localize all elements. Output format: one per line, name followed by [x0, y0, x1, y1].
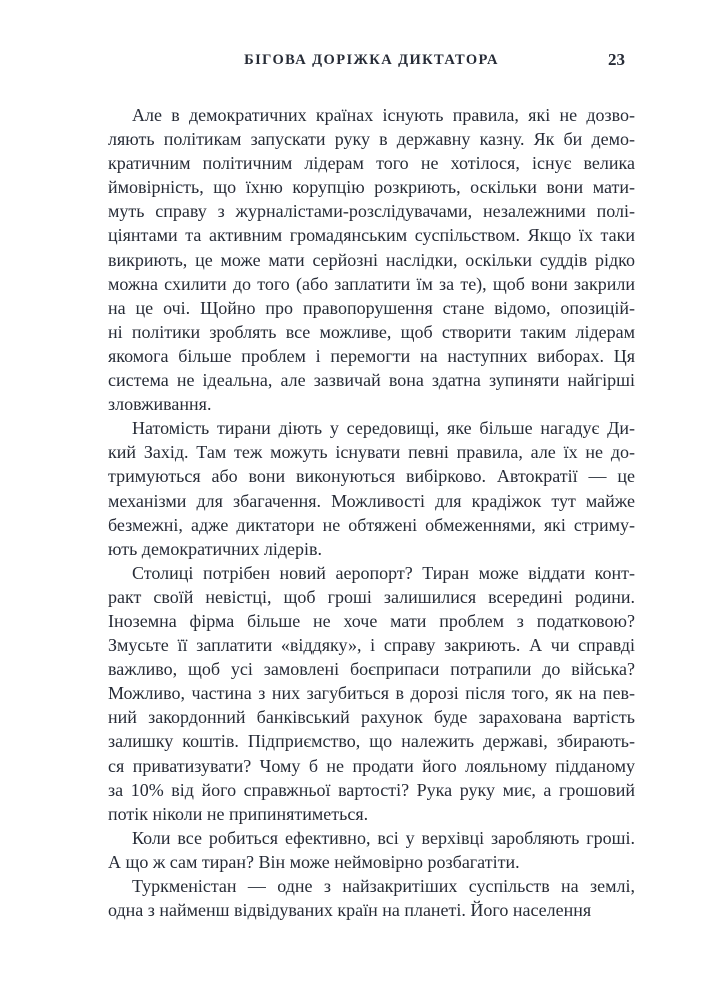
- text-line: ляють політикам запускати руку в державну казну. Як би демо-: [108, 129, 635, 150]
- text-line: Столиці потрібен новий аеропорт? Тиран може віддати конт-: [132, 562, 635, 583]
- text-line: Іноземна фірма більше не хоче мати проблем з податковою?: [108, 610, 635, 631]
- page-number: 23: [608, 50, 625, 69]
- text-line: одна з найменш відвідуваних країн на планеті. Його населення: [108, 900, 592, 921]
- text-line: система не ідеальна, але зазвичай вона здатна зупиняти найгірші: [108, 370, 635, 391]
- text-line: ціянтами та активним громадянським суспільством. Якщо їх таки: [108, 225, 635, 246]
- text-line: ракт своїй невістці, щоб гроші залишилися всередині родини.: [108, 586, 635, 607]
- text-line: кий Захід. Там теж можуть існувати певні правила, але їх не до-: [108, 442, 635, 463]
- text-line: потік ніколи не припинятиметься.: [108, 803, 369, 824]
- text-line: ний закордонний банківський рахунок буде зарахована вартість: [108, 707, 635, 728]
- paragraph: [108, 416, 635, 561]
- text-line: Можливо, частина з них загубиться в дорозі після того, як на пев-: [108, 683, 635, 704]
- text-line: ють демократичних лідерів.: [108, 538, 323, 559]
- text-line: безмежні, адже диктатори не обтяжені обмеженнями, які стриму-: [108, 514, 635, 535]
- text-line: Туркменістан — одне з найзакритіших суспільств на землі,: [132, 876, 635, 896]
- text-line: на це очі. Щойно про правопорушення стане відомо, опозицій-: [108, 297, 635, 318]
- text-line: можна схилити до того (або заплатити їм за те), щоб вони закрили: [108, 273, 635, 294]
- text-line: механізми для збагачення. Можливості для крадіжок тут майже: [108, 490, 635, 511]
- text-line: зловживання.: [108, 394, 212, 415]
- body-text: [108, 103, 635, 922]
- text-line: Але в демократичних країнах існують правила, які не дозво-: [132, 105, 635, 125]
- text-line: муть справу з журналістами-розслідувачами, незалежними полі-: [108, 201, 635, 222]
- text-line: Змусьте її заплатити «віддяку», і справу закриють. А чи справді: [108, 635, 635, 656]
- running-header-title: БІГОВА ДОРІЖКА ДИКТАТОРА: [244, 52, 499, 68]
- text-line: Натомість тирани діють у середовищі, яке більше нагадує Ди-: [132, 418, 635, 439]
- paragraph: [108, 103, 635, 416]
- text-line: А що ж сам тиран? Він може неймовірно розбагатіти.: [108, 851, 520, 872]
- paragraph: [108, 874, 635, 922]
- text-line: важливо, щоб усі замовлені боєприпаси потрапили до війська?: [108, 659, 635, 680]
- text-line: ся приватизувати? Чому б не продати його лояльному підданому: [108, 755, 635, 776]
- running-header: [108, 52, 635, 72]
- text-line: ні політики зроблять все можливе, щоб створити таким лідерам: [108, 321, 635, 342]
- text-line: тримуються або вони виконуються вибірково. Автократії — це: [108, 466, 635, 487]
- text-line: за 10% від його справжньої вартості? Рука руку миє, а грошовий: [108, 779, 635, 800]
- paragraph: [108, 826, 635, 874]
- text-line: якомога більше проблем і перемогти на наступних виборах. Ця: [108, 345, 635, 366]
- text-line: викриють, це може мати серйозні наслідки, оскільки суддів рідко: [108, 249, 635, 270]
- text-line: залишку коштів. Підприємство, що належить державі, збирають-: [108, 731, 635, 752]
- paragraph: [108, 561, 635, 826]
- text-line: кратичним політичним лідерам того не хотілося, існує велика: [108, 153, 635, 174]
- text-line: ймовірність, що їхню корупцію розкриють, оскільки вони мати-: [108, 177, 635, 198]
- text-line: Коли все робиться ефективно, всі у верхівці заробляють гроші.: [132, 827, 635, 848]
